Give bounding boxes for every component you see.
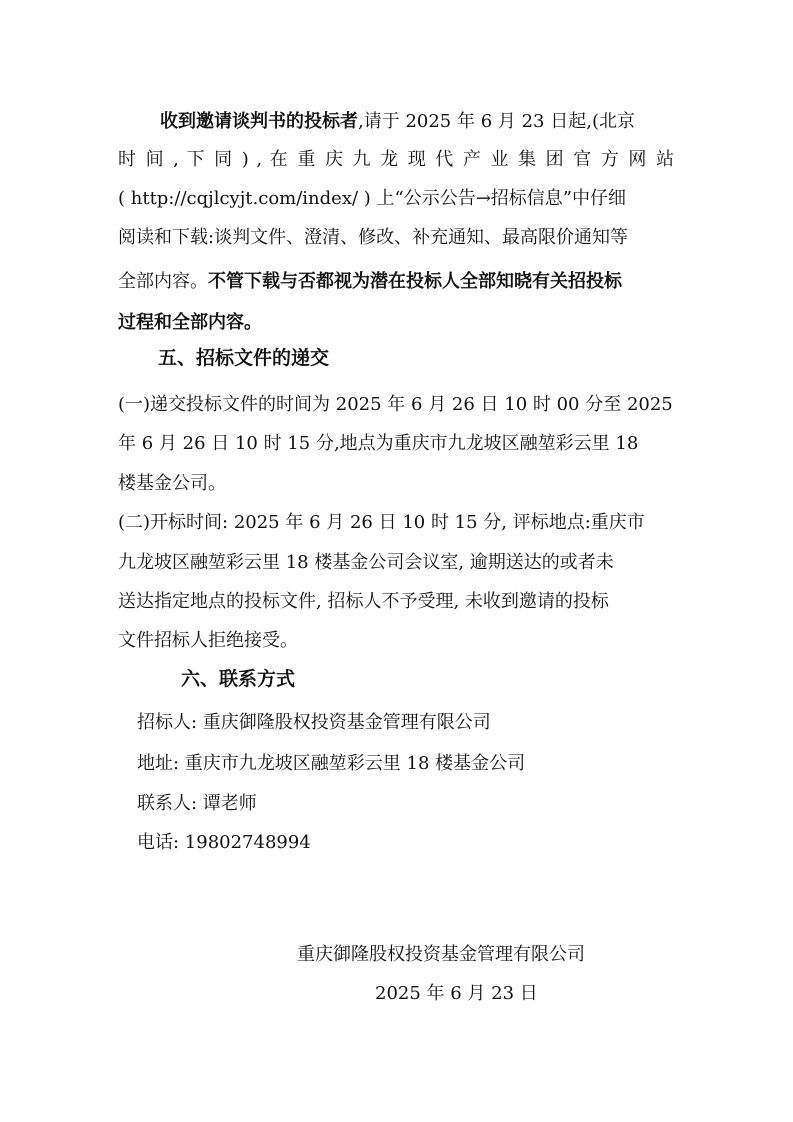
- paragraph-line: [160, 110, 674, 134]
- body-text: ,请于 2025 年 6 月 23 日起,(北京: [358, 111, 635, 132]
- bold-text: 不管下载与否都视为潜在投标人全部知晓有关招投标: [208, 271, 622, 292]
- contact-phone: 电话: 19802748994: [137, 832, 311, 853]
- paragraph-line: (二)开标时间: 2025 年 6 月 26 日 10 时 15 分, 评标地点:重庆市: [118, 512, 645, 533]
- paragraph-line: (一)递交投标文件的时间为 2025 年 6 月 26 日 10 时 00 分至 2025: [118, 394, 673, 415]
- paragraph-line: [118, 270, 674, 294]
- paragraph-line: 过程和全部内容。: [118, 312, 262, 333]
- contact-person: 联系人: 谭老师: [137, 793, 257, 814]
- contact-tenderer: 招标人: 重庆御隆股权投资基金管理有限公司: [137, 712, 491, 733]
- paragraph-line: 送达指定地点的投标文件, 招标人不予受理, 未收到邀请的投标: [118, 591, 609, 612]
- paragraph-line: 九龙坡区融堃彩云里 18 楼基金公司会议室, 逾期送达的或者未: [118, 552, 614, 573]
- paragraph-line: 阅读和下载:谈判文件、澄清、修改、补充通知、最高限价通知等: [118, 227, 629, 248]
- paragraph-line: 年 6 月 26 日 10 时 15 分,地点为重庆市九龙坡区融堃彩云里 18: [118, 433, 639, 454]
- section-heading: 六、联系方式: [181, 668, 296, 690]
- contact-address: 地址: 重庆市九龙坡区融堃彩云里 18 楼基金公司: [137, 753, 526, 774]
- paragraph-line: 文件招标人拒绝接受。: [118, 630, 298, 651]
- paragraph-line: ( http://cqjlcyjt.com/index/ ) 上“公示公告→招标信息”中仔细: [118, 188, 626, 209]
- body-text: 全部内容。: [118, 271, 208, 292]
- signature-date: 2025 年 6 月 23 日: [375, 983, 538, 1004]
- signature-company: 重庆御隆股权投资基金管理有限公司: [297, 944, 585, 965]
- paragraph-line: 时 间 , 下 同 ) , 在 重 庆 九 龙 现 代 产 业 集 团 官 方 网 站: [118, 149, 674, 170]
- paragraph-line: 楼基金公司。: [118, 473, 226, 494]
- section-heading: 五、招标文件的递交: [158, 347, 330, 369]
- bold-text: 收到邀请谈判书的投标者: [160, 111, 358, 132]
